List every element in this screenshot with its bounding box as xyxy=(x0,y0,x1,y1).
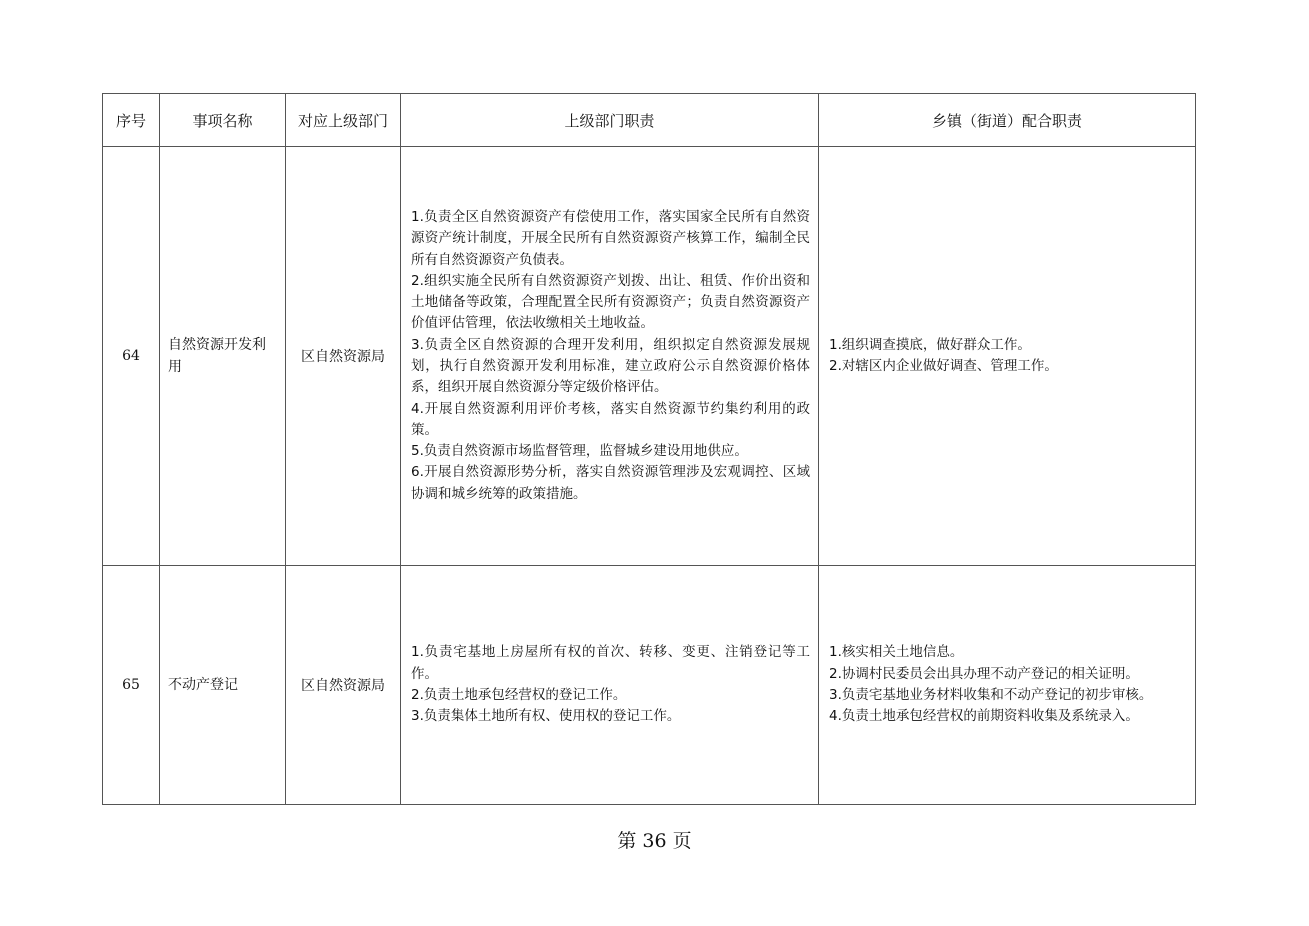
duty-line: 3.负责集体土地所有权、使用权的登记工作。 xyxy=(411,708,681,725)
item-name: 不动产登记 xyxy=(160,566,286,805)
duty-line: 2.负责土地承包经营权的登记工作。 xyxy=(411,687,627,703)
duty-line: 1.负责全区自然资源资产有偿使用工作，落实国家全民所有自然资源资产统计制度，开展全民所有自然资源资产核算工作，编制全民所有自然资源资产负债表。 xyxy=(411,208,810,268)
duty-line: 2.组织实施全民所有自然资源资产划拨、出让、租赁、作价出资和土地储备等政策，合理配置全民所有资源资产；负责自然资源资产价值评估管理，依法收缴相关土地收益。 xyxy=(411,272,810,332)
duty-line: 5.负责自然资源市场监督管理，监督城乡建设用地供应。 xyxy=(411,443,748,460)
header-township-duties: 乡镇（街道）配合职责 xyxy=(819,94,1196,147)
header-department: 对应上级部门 xyxy=(286,94,401,147)
duty-line: 6.开展自然资源形势分析，落实自然资源管理涉及宏观调控、区域协调和城乡统筹的政策措施。 xyxy=(411,464,810,502)
row-number: 64 xyxy=(103,147,160,566)
duty-line: 2.对辖区内企业做好调查、管理工作。 xyxy=(829,358,1058,374)
department: 区自然资源局 xyxy=(286,147,401,566)
duty-line: 2.协调村民委员会出具办理不动产登记的相关证明。 xyxy=(829,665,1139,682)
upper-duties xyxy=(401,147,819,566)
department: 区自然资源局 xyxy=(286,566,401,805)
duty-line: 4.开展自然资源利用评价考核，落实自然资源节约集约利用的政策。 xyxy=(411,400,810,438)
township-duties xyxy=(819,147,1196,566)
duties-table xyxy=(102,93,1196,805)
duty-line: 4.负责土地承包经营权的前期资料收集及系统录入。 xyxy=(829,708,1139,725)
header-number: 序号 xyxy=(103,94,160,147)
duty-line: 1.组织调查摸底，做好群众工作。 xyxy=(829,336,1031,353)
duty-line: 3.负责宅基地业务材料收集和不动产登记的初步审核。 xyxy=(829,687,1153,703)
duty-line: 1.负责宅基地上房屋所有权的首次、转移、变更、注销登记等工作。 xyxy=(411,644,810,682)
header-item-name: 事项名称 xyxy=(160,94,286,147)
duty-line: 3.负责全区自然资源的合理开发利用，组织拟定自然资源发展规划，执行自然资源开发利用标准，建立政府公示自然资源价格体系，组织开展自然资源分等定级价格评估。 xyxy=(411,336,810,396)
table-header-row xyxy=(103,94,1196,147)
item-name: 自然资源开发利用 xyxy=(160,147,286,566)
upper-duties xyxy=(401,566,819,805)
row-number: 65 xyxy=(103,566,160,805)
table-row xyxy=(103,147,1196,566)
header-upper-duties: 上级部门职责 xyxy=(401,94,819,147)
township-duties xyxy=(819,566,1196,805)
table-row xyxy=(103,566,1196,805)
duty-line: 1.核实相关土地信息。 xyxy=(829,644,964,661)
page-number: 第 36 页 xyxy=(617,830,692,852)
